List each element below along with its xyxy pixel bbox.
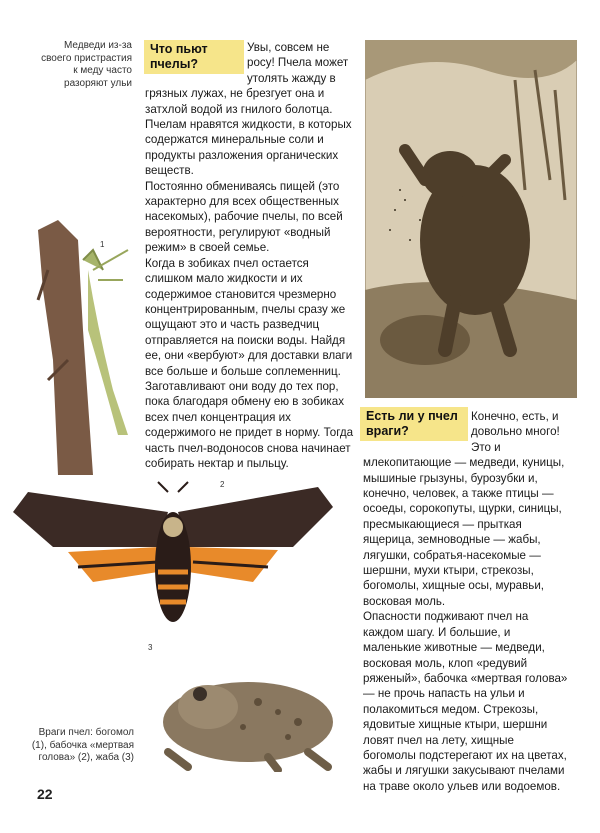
section2-body <box>363 409 568 794</box>
page-number: 22 <box>37 786 53 802</box>
bear-caption: Медведи из-за своего пристрастия к меду часто разоряют ульи <box>41 40 132 89</box>
moth-illustration <box>8 472 338 632</box>
figure-number: 3 <box>148 643 153 652</box>
mantis-illustration <box>18 210 148 475</box>
bear-illustration <box>365 40 577 398</box>
section1-paragraph: Увы, совсем не росу! Пчела может утолять жажду в грязных лужах, не брезгует она и затхлой водой из гнилого болотца. Пчелам нравятся жидкости, в которых содержатся минеральные соли и продукты разложения органических веществ. <box>145 41 352 178</box>
section1-paragraph: Постоянно обмениваясь пищей (это характерно для всех общественных насекомых), рабочие пчелы, по всей вероятности, регулируют «водный режим» в своей семье. <box>145 179 343 255</box>
section2-paragraph: Конечно, есть, и довольно много! Это и млекопитающие — медведи, куницы, мышиные грызуны, бурозубки и, конечно, человек, а также птицы — осоеды, сорокопуты, щурки, синицы, пресмыкающиеся — прыткая ящерица, земноводные — жабы, лягушки, собратья-насекомые — шершни, мухи ктыри, стрекозы, богомолы, хищные осы, муравьи, восковая моль. <box>363 410 565 608</box>
section2-heading: Есть ли у пчел враги? <box>360 407 468 441</box>
section1-body <box>145 40 357 471</box>
toad-illustration <box>148 652 348 772</box>
figure-number: 2 <box>220 480 225 489</box>
figure-number: 1 <box>100 240 105 249</box>
enemies-caption: Враги пчел: богомол (1), бабочка «мертвая голова» (2), жаба (3) <box>31 727 134 763</box>
section2-paragraph: Опасности подживают пчел на каждом шагу. И большие, и маленькие животные — медведи, восковая моль, клоп «редувий ряженый», бабочка «мертвая голова» — не прочь напасть на ульи и полакомиться медом. Стрекозы, ядовитые хищные ктыри, шершни ловят пчел на лету, хищные богомолы подстерегают их на цветах, жабы и лягушки закусывают пчелами на траве около ульев или водоемов. <box>363 610 568 793</box>
section1-paragraph: Когда в зобиках пчел остается слишком мало жидкости и их содержимое становится чрезмерно концентрированным, пчелы сразу же ощущают это и часть разведчиц отправляется на поиски воды. Найдя ее, они «вербуют» для доставки влаги все больше и больше соплеменниц. Заготавливают они воду до тех пор, пока благодаря обмену ею в зобиках всех пчел концентрация их содержимого не придет в норму. Тогда часть пчел-водоносов снова начинает собирать нектар и пыльцу. <box>145 256 354 470</box>
section1-heading: Что пьют пчелы? <box>144 40 244 74</box>
